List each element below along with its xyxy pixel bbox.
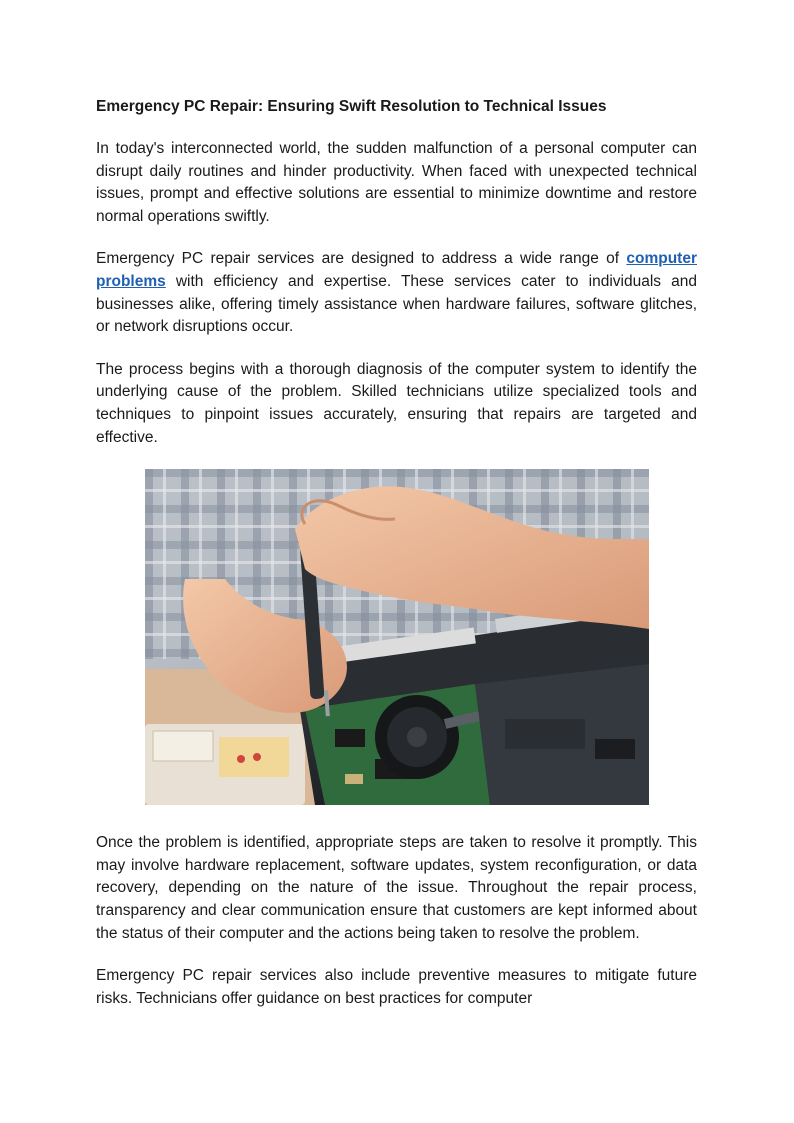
computer-problems-link[interactable]: computer problems [96, 250, 697, 290]
laptop-repair-photo [145, 469, 649, 805]
paragraph-2-after: with efficiency and expertise. These services cater to individuals and businesses alike, offering timely assistance when hardware failures, software glitches, or network disruptions occur. [96, 272, 697, 336]
paragraph-4: Once the problem is identified, appropriate steps are taken to resolve it promptly. This may involve hardware replacement, software updates, system reconfiguration, or data recovery, depending on the nature of the issue. Throughout the repair process, transparency and clear communication ensure that customers are kept informed about the status of their computer and the actions being taken to resolve the problem. [96, 834, 697, 942]
document-title: Emergency PC Repair: Ensuring Swift Resolution to Technical Issues [96, 98, 607, 115]
paragraph-3: The process begins with a thorough diagnosis of the computer system to identify the underlying cause of the problem. Skilled technicians utilize specialized tools and techniques to pinpoint issues accurately, ensuring that repairs are targeted and effective. [96, 360, 697, 446]
paragraph-1: In today's interconnected world, the sudden malfunction of a personal computer can disrupt daily routines and hinder productivity. When faced with unexpected technical issues, prompt and effective solutions are essential to minimize downtime and restore normal operations swiftly. [96, 140, 697, 225]
paragraph-2 [96, 248, 697, 338]
paragraph-2-before: Emergency PC repair services are designed to address a wide range of [96, 250, 627, 268]
document-page [96, 96, 697, 1030]
paragraph-5: Emergency PC repair services also include preventive measures to mitigate future risks. Technicians offer guidance on best practices for computer [96, 967, 697, 1007]
